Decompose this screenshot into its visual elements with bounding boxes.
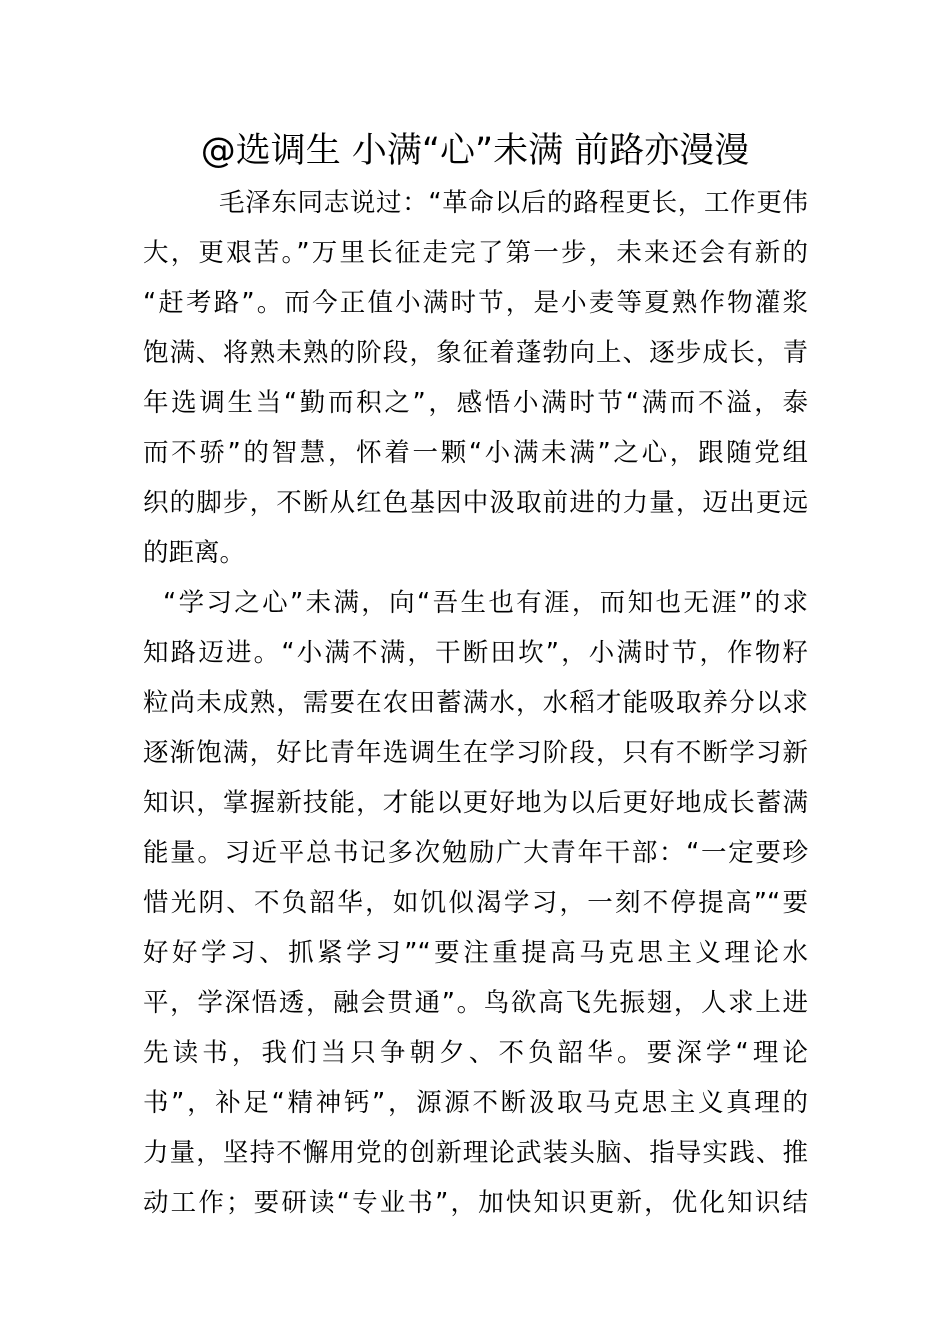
- paragraph-line: 毛泽东同志说过：“革命以后的路程更长，工作更伟: [219, 188, 808, 218]
- paragraph-line: “赶考路”。而今正值小满时节，是小麦等夏熟作物灌浆: [143, 288, 808, 318]
- paragraph-line: 先读书，我们当只争朝夕、不负韶华。要深学“理论: [143, 1038, 808, 1068]
- paragraph-line: 力量，坚持不懈用党的创新理论武装头脑、指导实践、推: [143, 1138, 808, 1168]
- paragraph-line: 惜光阴、不负韶华，如饥似渴学习，一刻不停提高”“要: [143, 888, 808, 918]
- paragraph-line: 织的脚步，不断从红色基因中汲取前进的力量，迈出更远: [143, 488, 808, 518]
- paragraph-2: [143, 578, 808, 1228]
- paragraph-line: 知识，掌握新技能，才能以更好地为以后更好地成长蓄满: [143, 788, 808, 818]
- paragraph-1: [143, 178, 808, 578]
- paragraph-line: 平，学深悟透，融会贯通”。鸟欲高飞先振翅，人求上进: [143, 988, 808, 1018]
- paragraph-line: 动工作；要研读“专业书”，加快知识更新，优化知识结: [143, 1188, 808, 1218]
- paragraph-line: 能量。习近平总书记多次勉励广大青年干部：“一定要珍: [143, 838, 808, 868]
- paragraph-line: 饱满、将熟未熟的阶段，象征着蓬勃向上、逐步成长，青: [143, 338, 808, 368]
- paragraph-line: “学习之心”未满，向“吾生也有涯，而知也无涯”的求: [163, 588, 808, 618]
- paragraph-line: 知路迈进。“小满不满，干断田坎”，小满时节，作物籽: [143, 638, 808, 668]
- paragraph-line: 年选调生当“勤而积之”，感悟小满时节“满而不溢，泰: [143, 388, 808, 418]
- paragraph-line: 逐渐饱满，好比青年选调生在学习阶段，只有不断学习新: [143, 738, 808, 768]
- paragraph-line: 的距离。: [143, 538, 246, 568]
- paragraph-line: 粒尚未成熟，需要在农田蓄满水，水稻才能吸取养分以求: [143, 688, 808, 718]
- paragraph-line: 而不骄”的智慧，怀着一颗“小满未满”之心，跟随党组: [143, 438, 808, 468]
- paragraph-line: 书”，补足“精神钙”，源源不断汲取马克思主义真理的: [143, 1088, 808, 1118]
- document-title: @选调生 小满“心”未满 前路亦漫漫: [200, 131, 750, 171]
- paragraph-line: 好好学习、抓紧学习”“要注重提高马克思主义理论水: [143, 938, 808, 968]
- document-body: [143, 178, 808, 1228]
- paragraph-line: 大，更艰苦。”万里长征走完了第一步，未来还会有新的: [143, 238, 808, 268]
